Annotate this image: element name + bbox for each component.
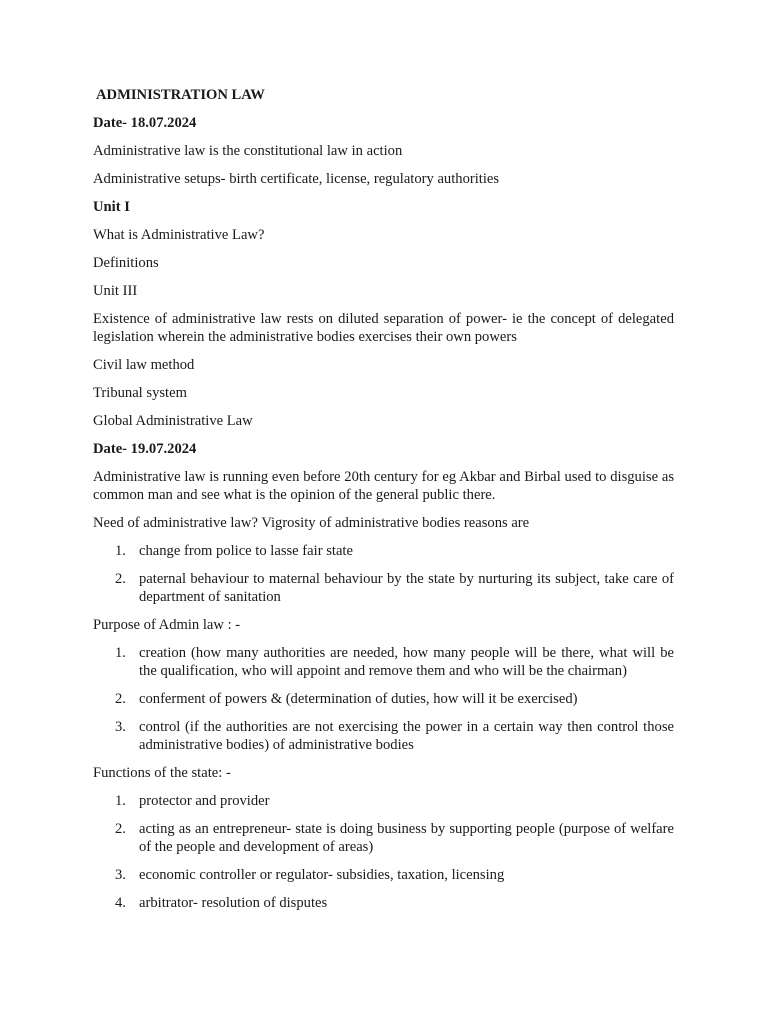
list-number: 4. [115, 895, 126, 911]
paragraph: What is Administrative Law? [93, 227, 265, 243]
list-number: 1. [115, 543, 126, 559]
paragraph: Administrative law is running even before 20th century for eg Akbar and Birbal used to disguise as common man and see what is the opinion of the general public there. [93, 469, 674, 503]
list-number: 1. [115, 793, 126, 809]
paragraph: Administrative law is the constitutional law in action [93, 143, 403, 159]
list-number: 2. [115, 691, 126, 707]
list-item [93, 866, 674, 884]
paragraph: Definitions [93, 255, 159, 271]
unit-heading-3: Unit III [93, 283, 138, 299]
paragraph: Purpose of Admin law : - [93, 617, 241, 633]
date-heading-2: Date- 19.07.2024 [93, 441, 197, 457]
numbered-list-reasons [93, 542, 674, 606]
paragraph: Functions of the state: - [93, 765, 231, 781]
numbered-list-functions [93, 792, 674, 912]
document-page [93, 86, 674, 922]
list-number: 3. [115, 867, 126, 883]
date-heading-1: Date- 18.07.2024 [93, 115, 197, 131]
numbered-list-purpose [93, 644, 674, 754]
list-number: 1. [115, 645, 126, 661]
list-item-text: acting as an entrepreneur- state is doing business by supporting people (purpose of welfare of the people and development of areas) [139, 821, 674, 855]
list-item-text: arbitrator- resolution of disputes [139, 895, 328, 911]
list-item [93, 542, 674, 560]
list-item-text: control (if the authorities are not exercising the power in a certain way then control those administrative bodies) of administrative bodies [139, 719, 674, 753]
list-item [93, 690, 674, 708]
list-item [93, 644, 674, 680]
list-item-text: economic controller or regulator- subsidies, taxation, licensing [139, 867, 505, 883]
paragraph: Existence of administrative law rests on diluted separation of power- ie the concept of delegated legislation wherein the administrative bodies exercises their own powers [93, 311, 674, 345]
paragraph: Global Administrative Law [93, 413, 253, 429]
paragraph: Civil law method [93, 357, 195, 373]
paragraph: Administrative setups- birth certificate, license, regulatory authorities [93, 171, 500, 187]
list-number: 2. [115, 571, 126, 587]
list-item-text: protector and provider [139, 793, 270, 809]
paragraph: Tribunal system [93, 385, 187, 401]
list-item [93, 570, 674, 606]
list-item-text: change from police to lasse fair state [139, 543, 353, 559]
list-item [93, 718, 674, 754]
list-item-text: creation (how many authorities are needed, how many people will be there, what will be the qualification, who will appoint and remove them and who will be the chairman) [139, 645, 674, 679]
list-item [93, 894, 674, 912]
list-item-text: paternal behaviour to maternal behaviour by the state by nurturing its subject, take care of department of sanitation [139, 571, 674, 605]
list-number: 2. [115, 821, 126, 837]
list-number: 3. [115, 719, 126, 735]
list-item [93, 792, 674, 810]
list-item-text: conferment of powers & (determination of duties, how will it be exercised) [139, 691, 578, 707]
list-item [93, 820, 674, 856]
paragraph: Need of administrative law? Vigrosity of administrative bodies reasons are [93, 515, 530, 531]
document-title: ADMINISTRATION LAW [96, 87, 265, 103]
unit-heading-1: Unit I [93, 199, 130, 215]
